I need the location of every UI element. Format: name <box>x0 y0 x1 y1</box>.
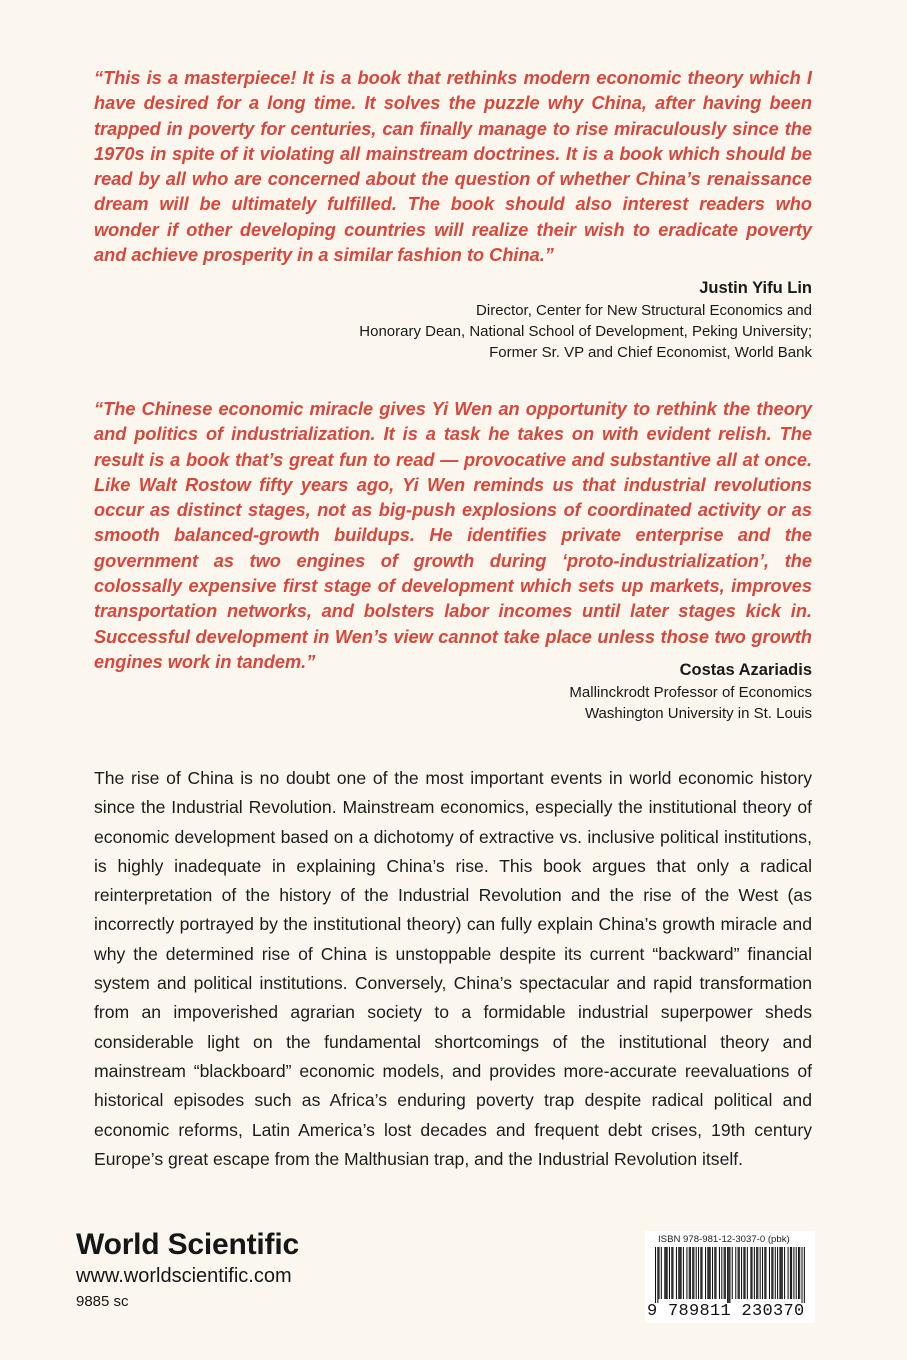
barcode-bar <box>796 1247 797 1299</box>
barcode-bar <box>708 1247 709 1299</box>
barcode-bar <box>756 1247 757 1299</box>
barcode-bar <box>760 1247 761 1299</box>
barcode-bar <box>698 1247 699 1299</box>
attribution-azariadis <box>569 658 812 724</box>
barcode-bar <box>793 1247 794 1299</box>
barcode-bar <box>681 1247 682 1299</box>
barcode-bar <box>747 1247 748 1299</box>
barcode-bar <box>772 1247 773 1299</box>
barcode-bar <box>804 1247 805 1303</box>
isbn-barcode <box>645 1231 815 1323</box>
barcode-bar <box>741 1247 742 1299</box>
barcode-bar <box>762 1247 763 1299</box>
quote-azariadis: “The Chinese economic miracle gives Yi Wen an opportunity to rethink the theory and politics of industrialization. It is a task he takes on with evident relish. The result is a book that’s great fun to read — provocative and substantive all at once. Like Walt Rostow fifty years ago, Yi Wen reminds us that industrial revolutions occur as distinct stages, not as big-push explosions of coordinated activity or as smooth balanced-growth buildups. He identifies private enterprise and the government as two engines of growth during ‘proto-industrialization’, the colossally expensive first stage of development which sets up markets, improves transportation networks, and bolsters labor incomes until later stages kick in. Successful development in Wen’s view cannot take place unless those two growth engines work in tandem.” <box>94 399 812 672</box>
author-title-line: Mallinckrodt Professor of Economics <box>569 684 812 701</box>
barcode-bar <box>655 1247 656 1303</box>
barcode-bar <box>692 1247 693 1299</box>
barcode-bar <box>700 1247 701 1299</box>
barcode-bar <box>782 1247 783 1299</box>
product-code: 9885 sc <box>76 1293 129 1310</box>
author-name: Costas Azariadis <box>679 661 812 679</box>
barcode-bar <box>725 1247 726 1299</box>
barcode-bar <box>775 1247 776 1299</box>
barcode-bar <box>729 1247 730 1303</box>
barcode-bar <box>676 1247 677 1299</box>
barcode-bar <box>664 1247 665 1299</box>
barcode-bar <box>728 1247 729 1303</box>
barcode-bar <box>719 1247 720 1299</box>
barcode-bar <box>790 1247 791 1299</box>
barcode-bar <box>667 1247 668 1299</box>
barcode-bar <box>788 1247 789 1299</box>
author-title-line: Washington University in St. Louis <box>584 705 812 722</box>
barcode-bar <box>757 1247 758 1299</box>
barcode-bar <box>669 1247 670 1299</box>
barcode-bar <box>672 1247 673 1299</box>
barcode-bar <box>771 1247 772 1299</box>
barcode-bar <box>690 1247 691 1299</box>
barcode-bar <box>686 1247 687 1299</box>
attribution-lin <box>359 276 812 363</box>
barcode-bar <box>712 1247 713 1299</box>
barcode-bar <box>661 1247 662 1299</box>
barcode-bar <box>715 1247 716 1299</box>
barcode-bar <box>721 1247 722 1299</box>
barcode-bar <box>696 1247 697 1299</box>
barcode-bar <box>732 1247 733 1299</box>
barcode-bar <box>679 1247 680 1299</box>
barcode-bar <box>769 1247 770 1299</box>
author-title-line: Former Sr. VP and Chief Economist, World Bank <box>489 344 812 361</box>
author-title-line: Honorary Dean, National School of Development, Peking University; <box>359 323 812 340</box>
barcode-bar <box>802 1247 803 1303</box>
barcode-bar <box>678 1247 679 1299</box>
barcode-bar <box>707 1247 708 1299</box>
barcode-bar <box>727 1247 728 1303</box>
barcode-bar <box>714 1247 715 1299</box>
barcode-bar <box>689 1247 690 1299</box>
barcode-bar <box>693 1247 694 1299</box>
barcode-bar <box>683 1247 684 1299</box>
barcode-bar <box>743 1247 744 1299</box>
barcode-bar <box>798 1247 799 1299</box>
barcode-bar <box>781 1247 782 1299</box>
barcode-bar <box>724 1247 725 1299</box>
barcode-bar <box>738 1247 739 1299</box>
author-title-line: Director, Center for New Structural Economics and <box>476 302 812 319</box>
barcode-bar <box>745 1247 746 1299</box>
barcode-bar <box>665 1247 666 1299</box>
barcode-bar <box>705 1247 706 1299</box>
barcode-bar <box>735 1247 736 1299</box>
barcode-digits: 9 789811 230370 <box>647 1302 805 1321</box>
barcode-bar <box>765 1247 766 1299</box>
barcode-bar <box>710 1247 711 1299</box>
publisher-name: World Scientific <box>76 1228 299 1261</box>
publisher-block <box>76 1226 299 1312</box>
barcode-bar <box>754 1247 755 1299</box>
barcode-bar <box>784 1247 785 1299</box>
quote-lin: “This is a masterpiece! It is a book that rethinks modern economic theory which I have desired for a long time. It solves the puzzle why China, after having been trapped in poverty for centuries, can finally manage to rise miraculously since the 1970s in spite of it violating all mainstream doctrines. It is a book which should be read by all who are concerned about the question of whether China’s renaissance dream will be ultimately fulfilled. The book should also interest readers who wonder if other developing countries will realize their wish to eradicate poverty and achieve prosperity in a similar fashion to China.” <box>94 68 812 266</box>
barcode-bar <box>779 1247 780 1299</box>
barcode-bar <box>702 1247 703 1299</box>
barcode-bar <box>791 1247 792 1299</box>
barcode-bar <box>671 1247 672 1299</box>
publisher-url[interactable]: www.worldscientific.com <box>76 1265 292 1287</box>
barcode-bar <box>739 1247 740 1299</box>
book-description: The rise of China is no doubt one of the most important events in world economic history since the Industrial Revolution. Mainstream economics, especially the institutional theory of economic development based on a dichotomy of extractive vs. inclusive political institutions, is highly inadequate in explaining China’s rise. This book argues that only a radical reinterpretation of the history of the Industrial Revolution and the rise of the West (as incorrectly portrayed by the institutional theory) can fully explain China’s growth miracle and why the determined rise of China is unstoppable despite its current “backward” financial system and political institutions. Conversely, China’s spectacular and rapid transformation from an impoverished agrarian society to a formidable industrial superpower sheds considerable light on the fundamental shortcomings of the institutional theory and mainstream “blackboard” economic models, and provides more-accurate reevaluations of historical episodes such as Africa’s enduring poverty trap despite radical political and economic reforms, Latin America’s lost decades and frequent debt crises, 19th century Europe’s great escape from the Malthusian trap, and the Industrial Revolution itself. <box>94 768 812 1169</box>
barcode-bar <box>752 1247 753 1299</box>
barcode-bar <box>658 1247 659 1299</box>
barcode-bar <box>764 1247 765 1299</box>
barcode-bar <box>657 1247 658 1303</box>
barcode-bars <box>655 1247 805 1303</box>
barcode-bar <box>777 1247 778 1299</box>
barcode-bar <box>799 1247 800 1299</box>
author-name: Justin Yifu Lin <box>699 279 812 297</box>
barcode-bar <box>750 1247 751 1299</box>
isbn-label: ISBN 978-981-12-3037-0 (pbk) <box>658 1234 790 1245</box>
